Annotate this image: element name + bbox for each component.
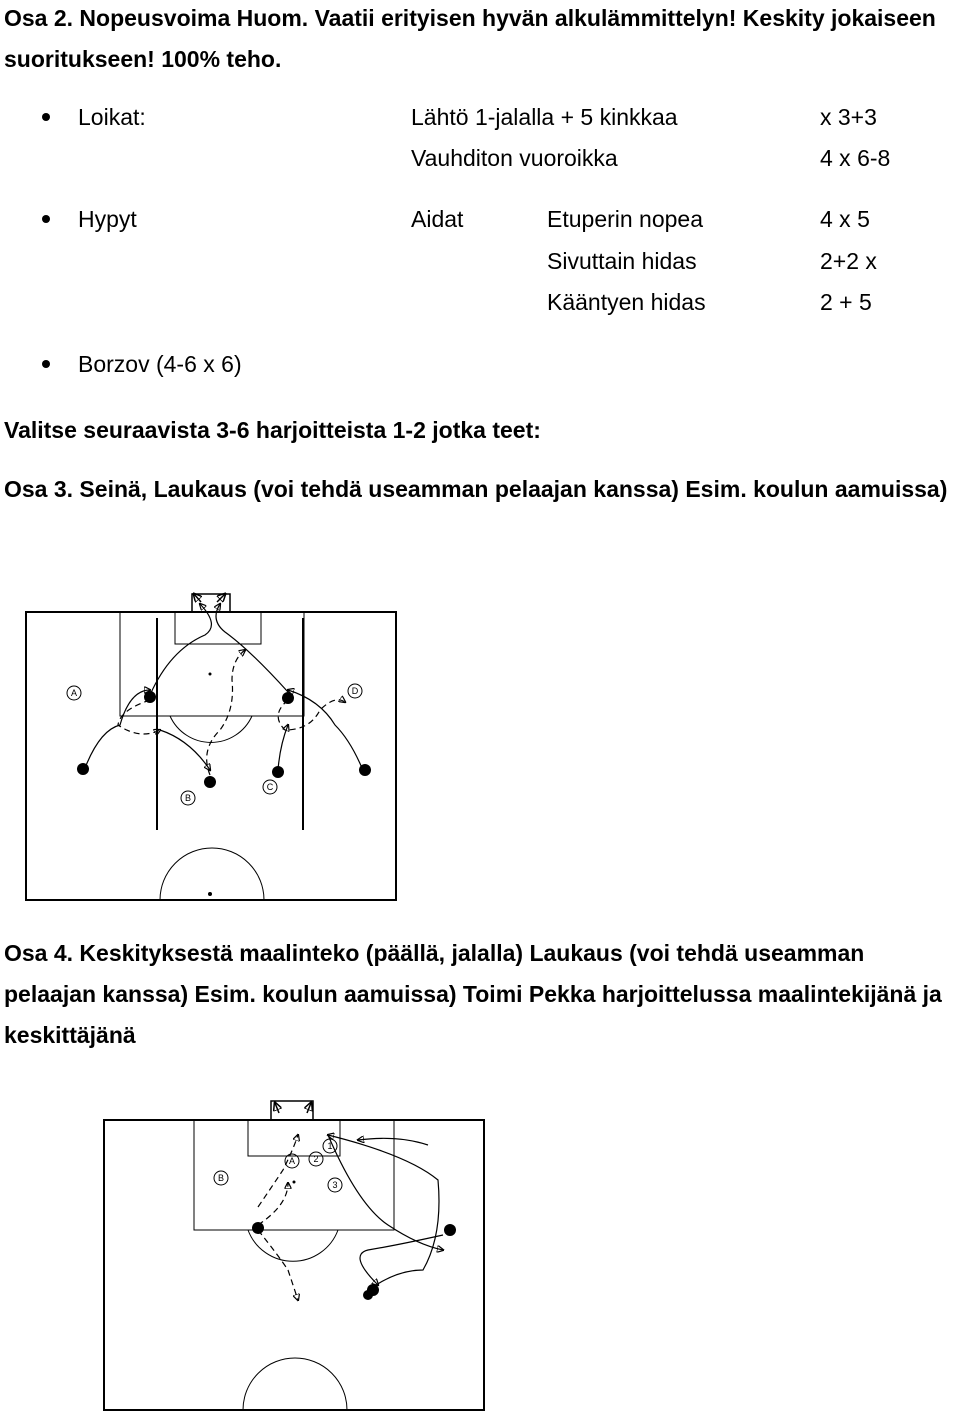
osa4-drill-diagram bbox=[98, 1095, 490, 1416]
player-label: 1 bbox=[327, 1141, 333, 1151]
hypyt-exercise-1: Etuperin nopea bbox=[547, 206, 704, 232]
center-circle bbox=[243, 1358, 347, 1410]
penalty-spot bbox=[293, 1181, 296, 1184]
player-marker-b bbox=[181, 791, 195, 805]
hypyt-group: Aidat bbox=[411, 206, 464, 232]
hypyt-exercise-3: Kääntyen hidas bbox=[547, 289, 706, 315]
choose-text: Valitse seuraavista 3-6 harjoitteista 1-2 jotka teet: bbox=[4, 417, 541, 443]
osa4-heading: Osa 4. Keskityksestä maalinteko (päällä, jalalla) Laukaus (voi tehdä useamman pelaajan kanssa) Esim. koulun aamuissa) Toimi Pekka harjoittelussa maalintekijänä ja keskittäjänä bbox=[4, 940, 942, 1048]
player-icon bbox=[272, 766, 284, 778]
hypyt-label: Hypyt bbox=[78, 206, 137, 232]
player-marker-c bbox=[263, 780, 277, 794]
bullet-icon bbox=[42, 215, 50, 223]
penalty-spot bbox=[209, 673, 212, 676]
loikat-reps-1: x 3+3 bbox=[820, 104, 877, 130]
player-icon bbox=[77, 763, 89, 775]
player-marker-a bbox=[67, 686, 81, 700]
osa2-heading: Osa 2. Nopeusvoima Huom. Vaatii erityisen hyvän alkulämmittelyn! Keskity jokaiseen suoritukseen! 100% teho. bbox=[4, 5, 936, 72]
player-label: A bbox=[70, 688, 78, 698]
pitch-boundary bbox=[26, 612, 396, 900]
loikat-label: Loikat: bbox=[78, 104, 146, 130]
bullet-icon bbox=[42, 113, 50, 121]
hypyt-reps-1: 4 x 5 bbox=[820, 206, 870, 232]
player-icon bbox=[444, 1224, 456, 1236]
player-label: B bbox=[217, 1173, 225, 1183]
player-icon bbox=[359, 764, 371, 776]
osa3-drill-diagram bbox=[20, 590, 404, 906]
loikat-exercise-1: Lähtö 1-jalalla + 5 kinkkaa bbox=[411, 104, 678, 130]
player-label: B bbox=[184, 793, 192, 803]
penalty-arc bbox=[170, 716, 252, 742]
player-marker-1 bbox=[323, 1139, 337, 1153]
player-icon bbox=[363, 1290, 373, 1300]
player-label: C bbox=[266, 782, 274, 792]
goal-area bbox=[175, 612, 261, 644]
player-label: 3 bbox=[332, 1180, 338, 1190]
player-label: A bbox=[288, 1156, 296, 1166]
borzov-label: Borzov (4-6 x 6) bbox=[78, 351, 242, 377]
player-marker-b bbox=[214, 1171, 228, 1185]
player-icon bbox=[144, 691, 156, 703]
player-marker-2 bbox=[309, 1152, 323, 1166]
center-spot bbox=[208, 892, 212, 896]
goal bbox=[192, 594, 230, 612]
loikat-exercise-2: Vauhditon vuoroikka bbox=[411, 145, 618, 171]
hypyt-exercise-2: Sivuttain hidas bbox=[547, 248, 697, 274]
osa3-heading: Osa 3. Seinä, Laukaus (voi tehdä useamman pelaajan kanssa) Esim. koulun aamuissa) bbox=[4, 476, 948, 502]
player-icon bbox=[282, 692, 294, 704]
player-label: D bbox=[351, 686, 359, 696]
player-icon bbox=[252, 1222, 264, 1234]
hypyt-reps-3: 2 + 5 bbox=[820, 289, 872, 315]
goal-area bbox=[248, 1120, 340, 1156]
player-marker-d bbox=[348, 684, 362, 698]
bullet-icon bbox=[42, 360, 50, 368]
hypyt-reps-2: 2+2 x bbox=[820, 248, 877, 274]
center-circle bbox=[160, 848, 264, 900]
player-icon bbox=[204, 776, 216, 788]
loikat-reps-2: 4 x 6-8 bbox=[820, 145, 891, 171]
player-label: 2 bbox=[313, 1154, 319, 1164]
player-marker-3 bbox=[328, 1178, 342, 1192]
